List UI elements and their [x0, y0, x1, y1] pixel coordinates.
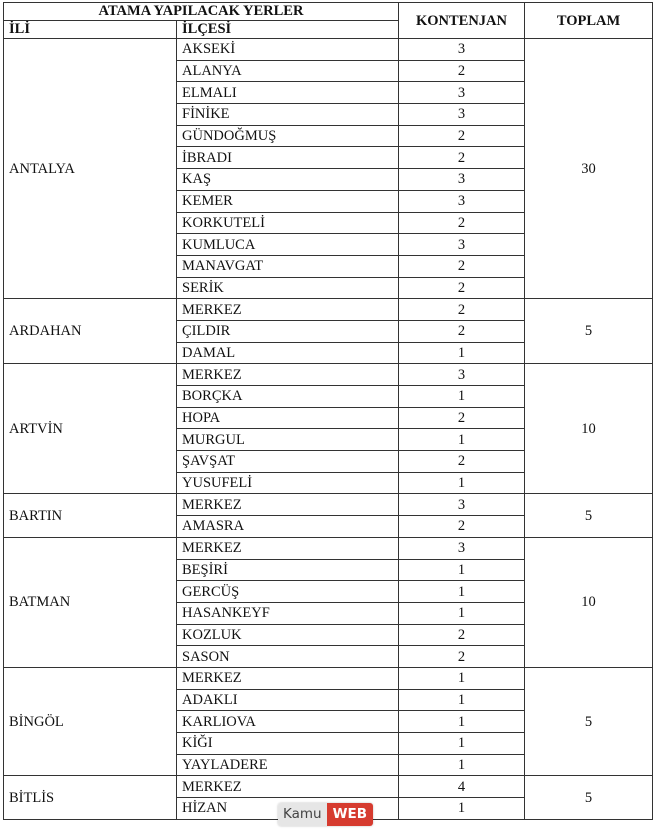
district-cell: YAYLADERE	[177, 754, 399, 776]
district-cell: MERKEZ	[177, 494, 399, 516]
district-cell: MERKEZ	[177, 364, 399, 386]
quota-cell: 4	[399, 776, 525, 798]
quota-cell: 3	[399, 537, 525, 559]
quota-cell: 2	[399, 277, 525, 299]
district-cell: ALANYA	[177, 60, 399, 82]
quota-cell: 3	[399, 190, 525, 212]
total-cell: 30	[525, 39, 653, 299]
district-cell: GÜNDOĞMUŞ	[177, 125, 399, 147]
district-cell: KARLIOVA	[177, 711, 399, 733]
quota-cell: 3	[399, 104, 525, 126]
quota-cell: 2	[399, 255, 525, 277]
table-row	[4, 776, 653, 798]
quota-cell: 3	[399, 494, 525, 516]
district-cell: YUSUFELİ	[177, 472, 399, 494]
district-cell: KOZLUK	[177, 624, 399, 646]
quota-cell: 2	[399, 125, 525, 147]
quota-cell: 1	[399, 667, 525, 689]
table-title: ATAMA YAPILACAK YERLER	[4, 3, 399, 21]
quota-cell: 1	[399, 689, 525, 711]
province-cell: ARDAHAN	[4, 299, 177, 364]
district-cell: MERKEZ	[177, 776, 399, 798]
district-cell: ELMALI	[177, 82, 399, 104]
district-cell: AKSEKİ	[177, 39, 399, 61]
kamuweb-watermark	[278, 803, 373, 826]
quota-cell: 1	[399, 798, 525, 820]
quota-cell: 2	[399, 646, 525, 668]
quota-cell: 2	[399, 516, 525, 538]
district-cell: ŞAVŞAT	[177, 451, 399, 473]
quota-cell: 3	[399, 39, 525, 61]
district-cell: MERKEZ	[177, 537, 399, 559]
province-cell: ANTALYA	[4, 39, 177, 299]
quota-cell: 3	[399, 169, 525, 191]
province-cell: ARTVİN	[4, 364, 177, 494]
quota-cell: 1	[399, 429, 525, 451]
quota-cell: 3	[399, 364, 525, 386]
district-cell: ADAKLI	[177, 689, 399, 711]
district-cell: BORÇKA	[177, 386, 399, 408]
district-cell: SERİK	[177, 277, 399, 299]
district-cell: FİNİKE	[177, 104, 399, 126]
total-cell: 10	[525, 364, 653, 494]
table-body	[4, 39, 653, 820]
district-cell: GERCÜŞ	[177, 581, 399, 603]
quota-cell: 1	[399, 733, 525, 755]
watermark-web: WEB	[327, 803, 373, 826]
quota-cell: 1	[399, 559, 525, 581]
district-cell: KİĞI	[177, 733, 399, 755]
district-cell: KORKUTELİ	[177, 212, 399, 234]
quota-cell: 1	[399, 711, 525, 733]
quota-cell: 2	[399, 147, 525, 169]
district-cell: HİZAN	[177, 798, 399, 820]
district-cell: KAŞ	[177, 169, 399, 191]
table-row	[4, 364, 653, 386]
district-cell: HOPA	[177, 407, 399, 429]
district-cell: KEMER	[177, 190, 399, 212]
table-row	[4, 494, 653, 516]
district-column-header: İLÇESİ	[177, 21, 399, 39]
province-cell: BİTLİS	[4, 776, 177, 819]
total-cell: 5	[525, 494, 653, 537]
district-cell: SASON	[177, 646, 399, 668]
table-row	[4, 537, 653, 559]
quota-cell: 2	[399, 212, 525, 234]
district-cell: DAMAL	[177, 342, 399, 364]
quota-cell: 3	[399, 82, 525, 104]
district-cell: MERKEZ	[177, 299, 399, 321]
district-cell: BEŞİRİ	[177, 559, 399, 581]
total-cell: 5	[525, 299, 653, 364]
table-row	[4, 299, 653, 321]
total-cell: 5	[525, 776, 653, 819]
district-cell: KUMLUCA	[177, 234, 399, 256]
district-cell: MURGUL	[177, 429, 399, 451]
province-cell: BATMAN	[4, 537, 177, 667]
assignment-table	[3, 2, 653, 820]
table-row	[4, 667, 653, 689]
total-cell: 5	[525, 667, 653, 775]
quota-cell: 1	[399, 602, 525, 624]
quota-cell: 1	[399, 342, 525, 364]
quota-cell: 2	[399, 624, 525, 646]
quota-cell: 2	[399, 320, 525, 342]
district-cell: ÇILDIR	[177, 320, 399, 342]
watermark-kamu: Kamu	[278, 803, 327, 826]
table-row	[4, 39, 653, 61]
district-cell: HASANKEYF	[177, 602, 399, 624]
quota-cell: 1	[399, 754, 525, 776]
district-cell: MANAVGAT	[177, 255, 399, 277]
quota-cell: 1	[399, 386, 525, 408]
quota-cell: 1	[399, 581, 525, 603]
quota-cell: 1	[399, 472, 525, 494]
quota-cell: 2	[399, 451, 525, 473]
total-cell: 10	[525, 537, 653, 667]
province-cell: BARTIN	[4, 494, 177, 537]
district-cell: MERKEZ	[177, 667, 399, 689]
province-column-header: İLİ	[4, 21, 177, 39]
total-column-header: TOPLAM	[525, 3, 653, 39]
quota-cell: 2	[399, 299, 525, 321]
quota-cell: 2	[399, 60, 525, 82]
district-cell: AMASRA	[177, 516, 399, 538]
quota-column-header: KONTENJAN	[399, 3, 525, 39]
district-cell: İBRADI	[177, 147, 399, 169]
quota-cell: 2	[399, 407, 525, 429]
quota-cell: 3	[399, 234, 525, 256]
province-cell: BİNGÖL	[4, 667, 177, 775]
